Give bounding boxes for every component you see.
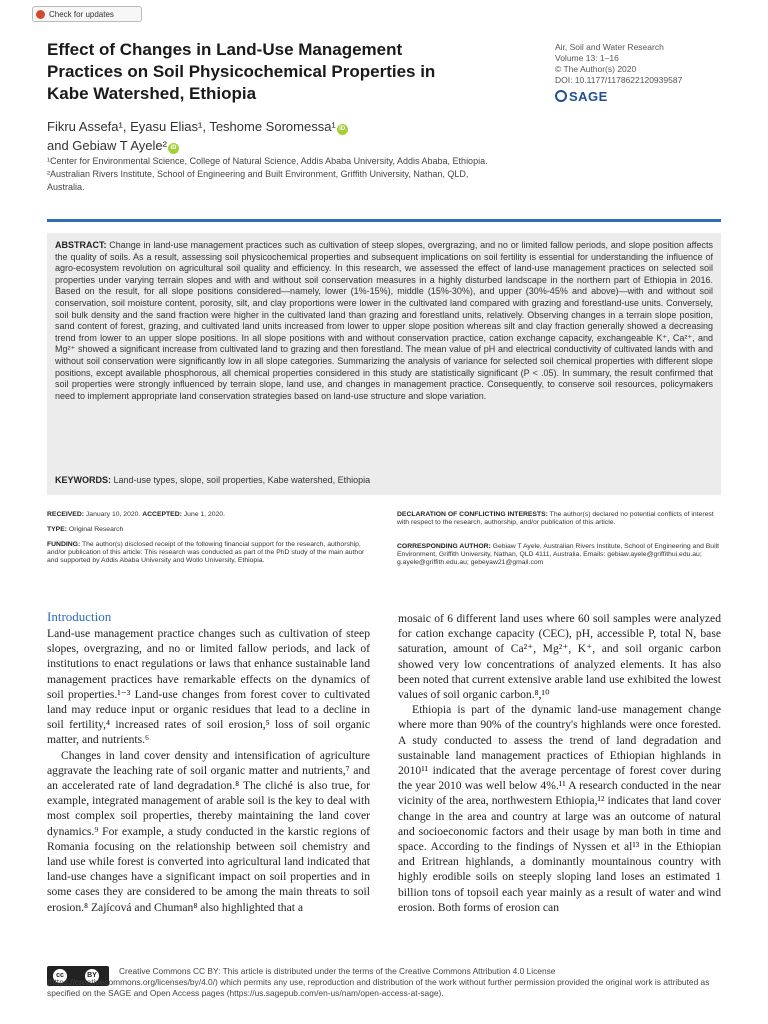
journal-info [555,42,755,86]
abstract-label: ABSTRACT: [55,240,107,250]
type-label: TYPE: [47,526,68,533]
body-column-right [398,611,721,915]
affiliations: ¹Center for Environmental Science, College of Natural Science, Addis Ababa University, Addis Ababa, Ethiopia. ²Australian Rivers Institute, School of Engineering and Built Environment, Griffith University, Nathan, QLD, Australia. [47,156,488,192]
abstract-text: Change in land-use management practices such as cultivation of steep slopes, overgrazing, and no or limited fallow periods, and slope position affects the quality of soils. As a result, assessing soil physicochemical properties and subsequent implications on soil fertility is essential for understanding the influence of agro-ecosystem revolution on agricultural soil quality and efficiency. In this research, we assessed the effect of land-use management practices on selected soil properties under varying terrain slopes and with and without soil conservation measures in a highly disturbed landscape in the northern part of Ethiopia in 2016. Based on the result, for all slope positions considered—namely, lower (1%-15%), middle (15%-30%), and upper (30%-45% and above)—with and without soil conservation, soil moisture content, porosity, silt, and clay proportions were lower in the cultivated land compared with grazing and forestland-use units. Conversely, soil bulk density and the sand fraction were higher in the cultivated land than grazing and forestland units, relatively. Observing changes in a terrain slope position, sand content of forest, grazing, and cultivated land units increased from lower to upper slope position whereas silt and clay fraction generally showed a decreasing trend from lower to an upper slope positions. In all slope positions with and without conservation practice, cation exchange capacity, exchangeable K⁺, Ca²⁺, and Mg²⁺ showed a significant increase from cultivated land to grazing and then forestland. The mean value of pH and electrical conductivity of cultivated lands with and without soil conservation were significantly low in all slope categories. Summarizing the analysis of variance for selected soil chemical properties with different slope positions, except available phosphorous, all chemical properties considered in this study are statistically significant (P < .05). In summary, the result confirmed that soil properties were strongly influenced by terrain slope, land use, and changes in management practice. Consequently, to conserve soil resources, policymakers need to implement appropriate land conservation strategies based on land-use structure and slope variation. [55,240,713,401]
cc-icon: cc [53,969,67,983]
section-heading-introduction: Introduction [47,609,112,624]
orcid-icon[interactable]: iD [337,124,348,135]
funding-text: The author(s) disclosed receipt of the following financial support for the research, authorship, and/or publication of this article: This research was conducted as part of the PhD study of the main author and supported by Addis Ababa University and Wollo University, Ethiopia. [47,541,365,564]
check-for-updates-button[interactable] [32,6,142,22]
sage-logo-text: SAGE [569,89,608,104]
funding-label: FUNDING: [47,541,81,548]
corresponding-label: CORRESPONDING AUTHOR: [397,543,491,550]
crossmark-icon [36,10,45,19]
conflict-text: The author(s) declared no potential conflicts of interest with respect to the research, authorship, and/or publication of this article. [397,511,714,526]
article-title: Effect of Changes in Land-Use Management Practices on Soil Physicochemical Properties in Kabe Watershed, Ethiopia [47,40,436,103]
paragraph: Changes in land cover density and intensification of agriculture aggravate the leaching rate of soil organic matter and nutrients,⁷ and an accelerated rate of land degradation.⁸ The cliché is also true, for example, integrated management of arable soil is the key to deal with most complex soil properties, thereby maintaining the land cover dynamics.⁹ For example, a study conducted in the karstic regions of Romania focusing on the relationship between soil chemistry and land use while forest is converted into agricultural land indicated that land-use changes have a significant impact on soil properties and in some cases they are considered to be among the main threats to soil erosion.⁸ Zajícová and Chuman⁸ also highlighted that a [47,748,370,914]
corresponding-text: Gebiaw T Ayele, Australian Rivers Institute, School of Engineering and Built Environment, Griffith University, Nathan, QLD 4111, Australia. Emails: gebiaw.ayele@griffithui.edu.au; g.ayele@griffith.edu.au; gebeyaw21@gmail.com [397,543,719,566]
journal-copyright: © The Author(s) 2020 [555,64,637,74]
paragraph: Land-use management practice changes such as cultivation of steep slopes, overgrazing, and no or limited fallow periods, and lack of institutions to enact regulations or laws that enhance sustainable land management practices have remarkable effects on the dynamics of soil properties.¹⁻³ Land-use changes from forest cover to cultivated land may reduce input or organic residues that lead to a decline in soil fertility,⁴ increased rates of soil erosion,⁵ loss of soil organic matter, and nutrients.⁶ [47,627,370,747]
received-accepted [47,511,367,519]
paragraph: Ethiopia is part of the dynamic land-use management change where more than 90% of the country's highlands were once forested. A study conducted to assess the trend of land degradation and sustainable land management practices of Ethiopian highlands in 2010¹¹ indicated that the average percentage of forest cover during the year 2010 was well below 4%.¹¹ A research conducted in the near vicinity of the area, northwestern Ethiopia,¹² indicates that land cover change in the area and country at large was an outcome of natural and socioeconomic factors and their usage by man both in time and space. According to the findings of Nyssen et al¹³ in the Ethiopian and Eritrean highlands, a dominantly mountainous country with highly erodible soils on steeply sloping land loses an estimated 1 billion tons of topsoil each year mainly as a result of water and wind erosion. Both forms of erosion can [398,703,721,914]
conflict-statement [397,511,721,527]
keywords-text: Land-use types, slope, soil properties, Kabe watershed, Ethiopia [111,475,371,485]
sage-logo [555,89,608,105]
sage-mark-icon [555,90,567,102]
accepted-date: June 1, 2020. [181,511,225,518]
by-icon: BY [85,969,99,983]
authors-line-1: Fikru Assefa¹, Eyasu Elias¹, Teshome Soromessa¹ [47,119,336,134]
paragraph: mosaic of 6 different land uses where 60 soil samples were analyzed for cation exchange capacity (CEC), pH, accessible P, total N, base saturation, amount of Ca²⁺, Mg²⁺, K⁺, and soil organic carbon showed very low concentrations of analyzed elements. It has also been noted that current extensive arable land use exhibited the lowest values of soil organic carbon.⁸,¹⁰ [398,612,721,702]
funding-statement [47,541,367,565]
abstract [55,240,713,402]
keywords [55,474,713,486]
type-value: Original Research [67,526,124,533]
journal-doi[interactable]: DOI: 10.1177/1178622120939587 [555,75,683,85]
corresponding-author [397,543,721,567]
received-label: RECEIVED: [47,511,85,518]
accepted-label: ACCEPTED: [142,511,182,518]
orcid-icon[interactable]: iD [168,143,179,154]
header-divider [47,219,721,222]
authors-line-2: and Gebiaw T Ayele² [47,138,167,153]
conflict-label: DECLARATION OF CONFLICTING INTERESTS: [397,511,548,518]
article-type [47,526,367,534]
journal-name: Air, Soil and Water Research [555,42,664,52]
license-statement: Creative Commons CC BY: This article is distributed under the terms of the Creative Commons Attribution 4.0 License (https://creativecommons.org/licenses/by/4.0/) which permits any use, reproduction and distribution of the work without further permission provided the original work is attributed as specified on the SAGE and Open Access pages (https://us.sagepub.com/en-us/nam/open-access-at-sage). [47,966,710,998]
keywords-label: KEYWORDS: [55,475,111,485]
received-date: January 10, 2020. [84,511,143,518]
body-column-left [47,626,370,915]
author-list [47,117,477,155]
check-updates-label: Check for updates [49,10,114,19]
journal-volume: Volume 13: 1–16 [555,53,619,63]
